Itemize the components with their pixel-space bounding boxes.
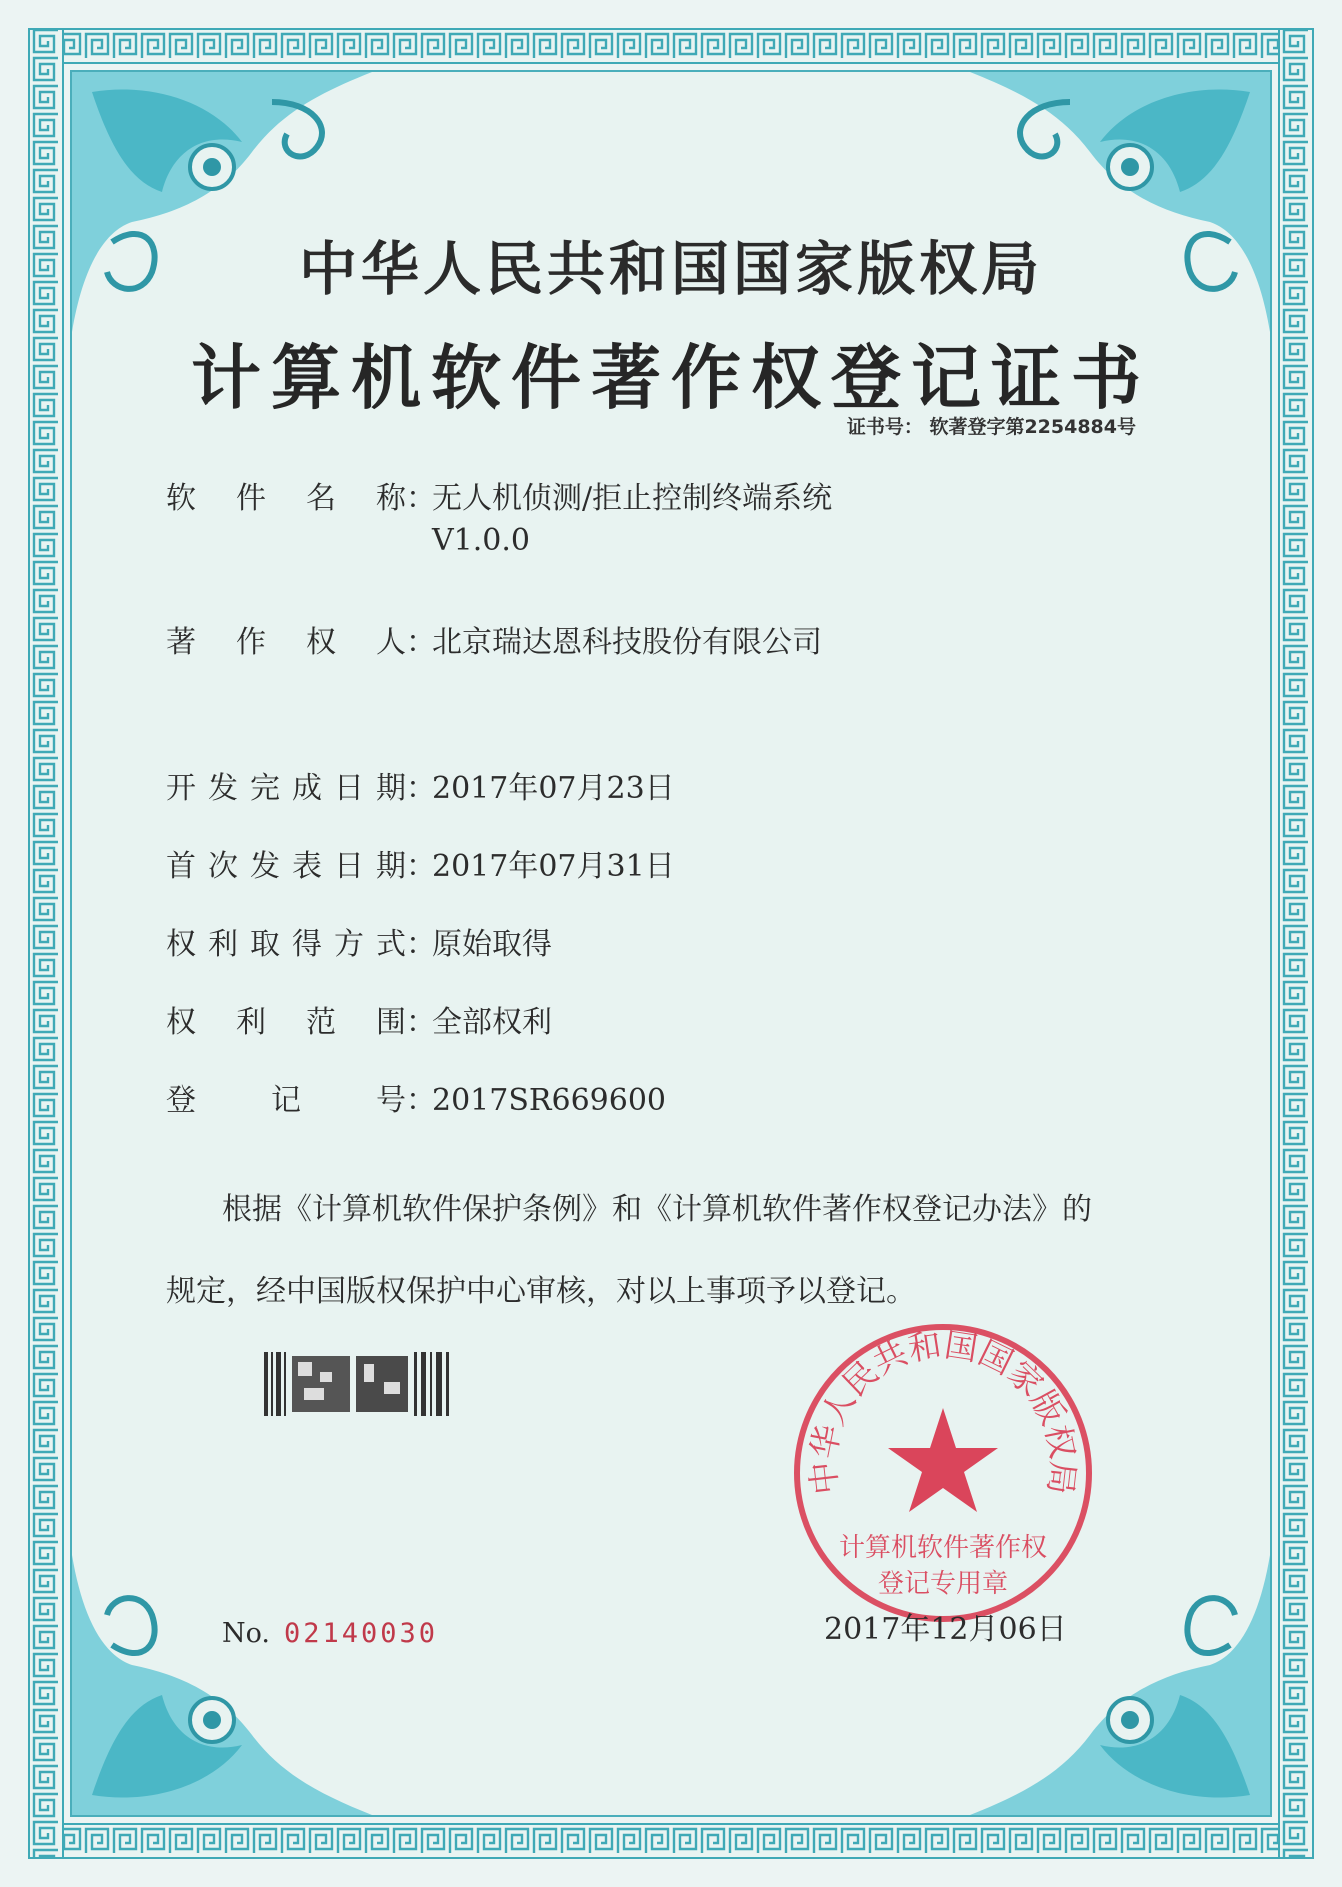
software-name-value <box>432 478 832 562</box>
border-bottom <box>28 1823 1314 1859</box>
statement-line-1: 根据《计算机软件保护条例》和《计算机软件著作权登记办法》的 <box>222 1192 1092 1227</box>
field-owner <box>166 622 822 664</box>
field-registration-number <box>166 1080 666 1122</box>
dev-date-label: 开发完成日期 <box>166 771 406 806</box>
colon: ： <box>406 1005 436 1040</box>
software-name-label: 软件名称 <box>166 481 406 516</box>
certificate-title: 计算机软件著作权登记证书 <box>191 337 1151 419</box>
serial-value: 02140030 <box>284 1618 439 1649</box>
barcode-image <box>264 1352 454 1416</box>
field-dev-date <box>166 768 675 810</box>
seal-inner-line-2: 登记专用章 <box>877 1569 1009 1599</box>
software-name: 无人机侦测/拒止控制终端系统 <box>432 481 833 516</box>
colon: ： <box>406 927 436 962</box>
acquire-method-label: 权利取得方式 <box>166 927 406 962</box>
field-publish-date <box>166 846 675 888</box>
owner-value: 北京瑞达恩科技股份有限公司 <box>432 625 822 660</box>
issue-date: 2017年12月06日 <box>824 1612 1067 1647</box>
software-version: V1.0.0 <box>432 523 530 558</box>
corner-ornament-bottom-left <box>72 1555 372 1815</box>
border-top <box>28 28 1314 64</box>
colon: ： <box>406 481 436 516</box>
rights-scope-label: 权利范围 <box>166 1005 406 1040</box>
statement-line-2: 规定，经中国版权保护中心审核，对以上事项予以登记。 <box>166 1274 916 1309</box>
seal-inner-line-1: 计算机软件著作权 <box>838 1533 1048 1563</box>
seal-outer-textpath: 中华人民共和国国家版权局 <box>803 1324 1083 1497</box>
dev-date-value: 2017年07月23日 <box>432 771 675 806</box>
serial-prefix: No. <box>222 1618 270 1649</box>
colon: ： <box>406 849 436 884</box>
serial-number <box>222 1618 438 1649</box>
rights-scope-value: 全部权利 <box>432 1005 552 1040</box>
field-acquire-method <box>166 924 552 966</box>
colon: ： <box>406 625 436 660</box>
owner-label: 著作权人 <box>166 625 406 660</box>
registration-number-label: 登记号 <box>166 1083 406 1118</box>
certificate-number: 证书号： 软著登字第2254884号 <box>846 416 1136 438</box>
colon: ： <box>406 771 436 806</box>
publish-date-value: 2017年07月31日 <box>432 849 675 884</box>
colon: ： <box>406 1083 436 1118</box>
official-seal <box>790 1320 1096 1626</box>
registration-number-value: 2017SR669600 <box>432 1083 667 1118</box>
acquire-method-value: 原始取得 <box>432 927 552 962</box>
field-rights-scope <box>166 1002 552 1044</box>
issuing-authority: 中华人民共和国国家版权局 <box>298 235 1043 303</box>
publish-date-label: 首次发表日期 <box>166 849 406 884</box>
field-software-name <box>166 478 832 562</box>
star-icon <box>888 1408 998 1512</box>
